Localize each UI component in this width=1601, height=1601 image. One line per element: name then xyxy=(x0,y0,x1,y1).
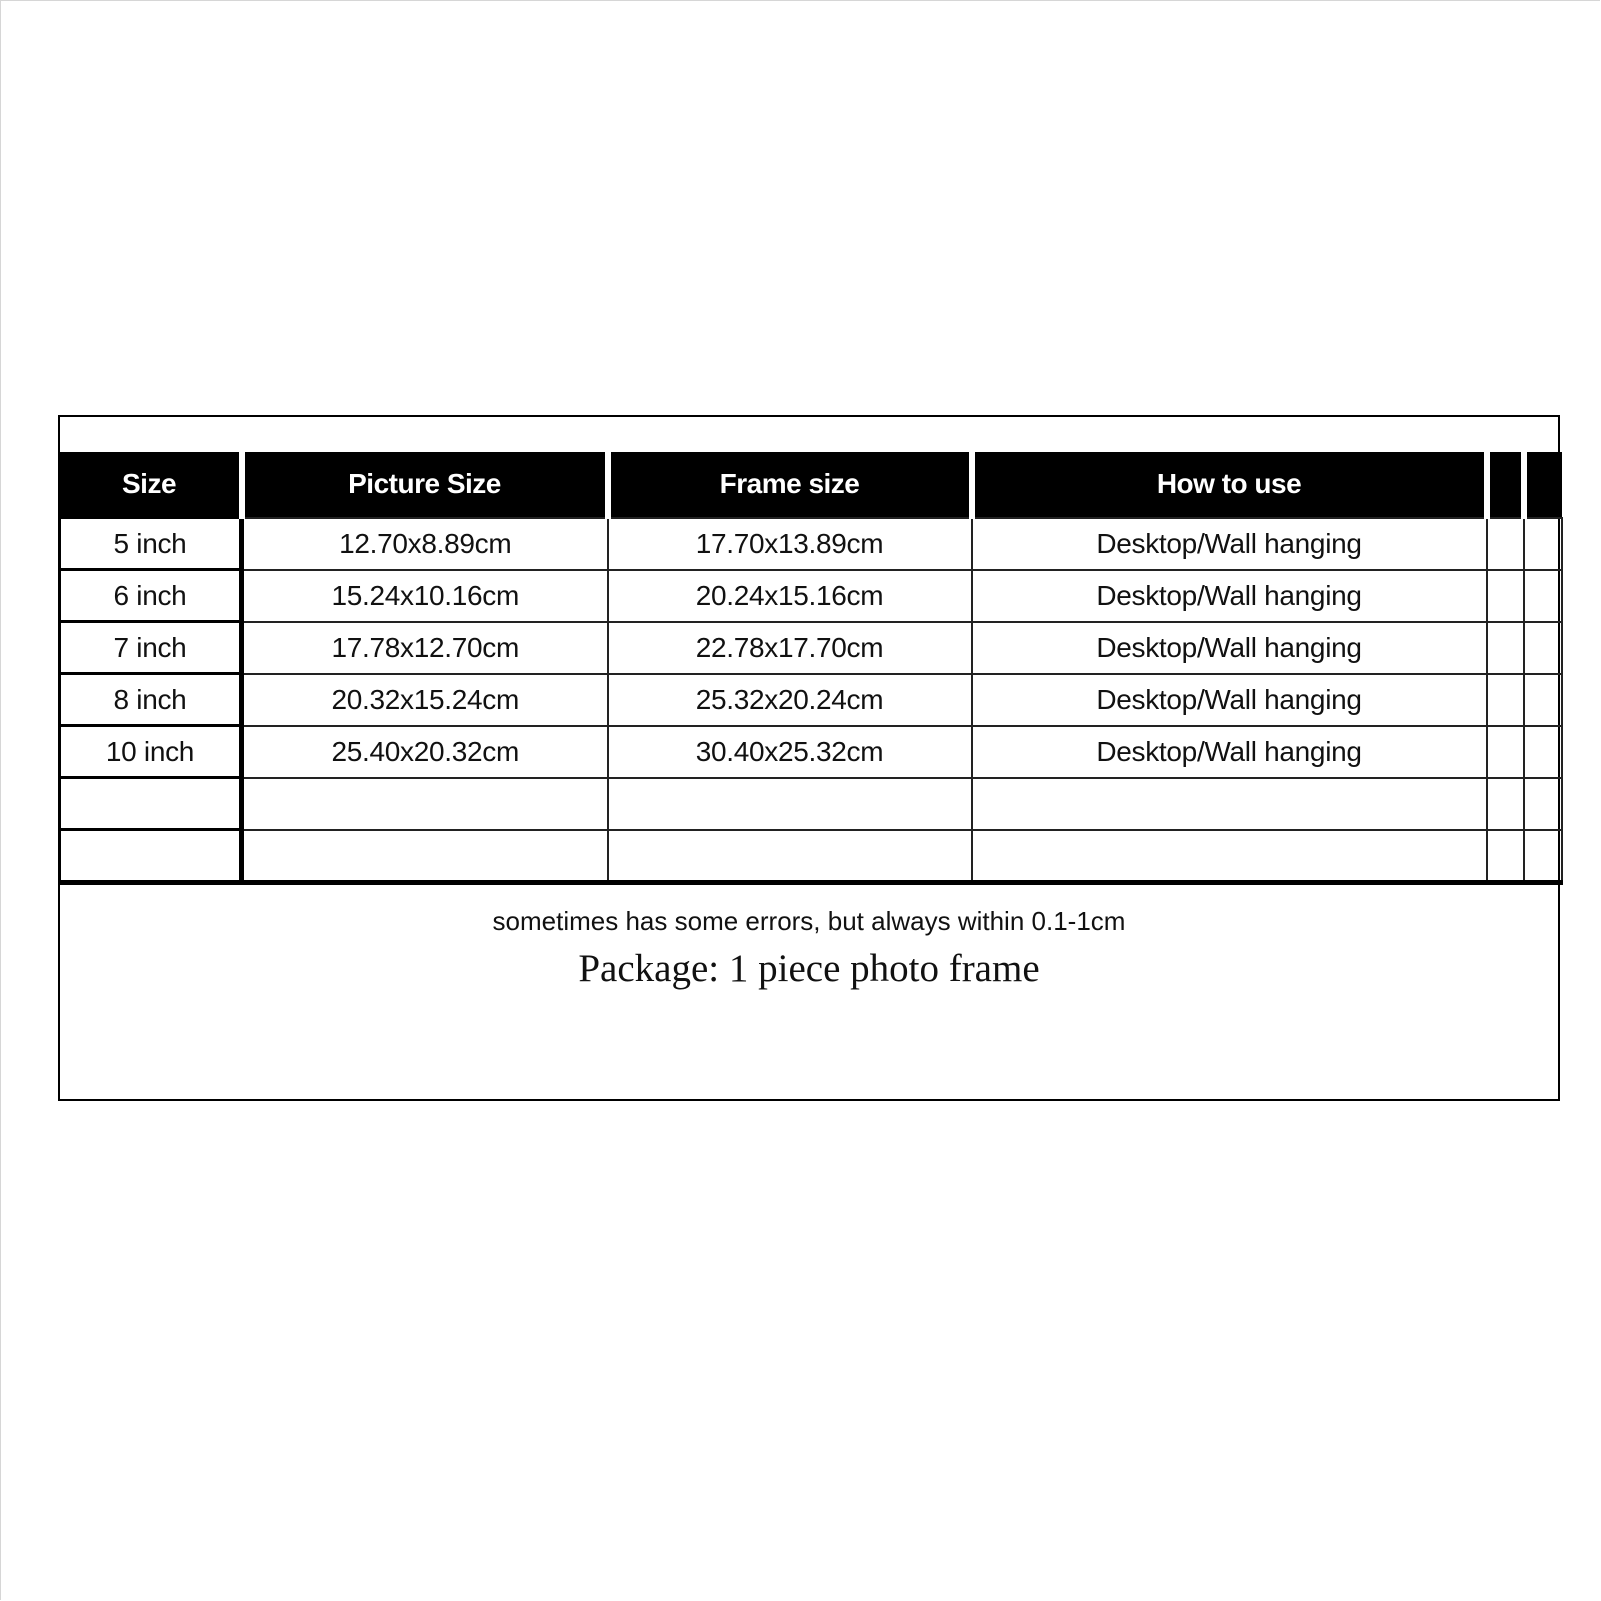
picture-size-cell: 12.70x8.89cm xyxy=(242,518,608,570)
frame-size-cell: 22.78x17.70cm xyxy=(608,622,972,674)
header-extra-1 xyxy=(1487,452,1524,518)
frame-size-cell: 17.70x13.89cm xyxy=(608,518,972,570)
extra-cell xyxy=(1487,570,1524,622)
table-row xyxy=(60,830,1562,883)
how-to-use-cell: Desktop/Wall hanging xyxy=(972,726,1487,778)
header-extra-2 xyxy=(1524,452,1562,518)
size-cell: 8 inch xyxy=(60,674,242,726)
table-row xyxy=(60,570,1562,622)
header-picture-size: Picture Size xyxy=(242,452,608,518)
how-to-use-cell xyxy=(972,830,1487,883)
how-to-use-cell: Desktop/Wall hanging xyxy=(972,622,1487,674)
size-cell xyxy=(60,830,242,883)
how-to-use-cell: Desktop/Wall hanging xyxy=(972,674,1487,726)
size-table xyxy=(58,452,1563,885)
header-size: Size xyxy=(60,452,242,518)
frame-size-cell: 25.32x20.24cm xyxy=(608,674,972,726)
extra-cell xyxy=(1524,778,1562,830)
extra-cell xyxy=(1487,518,1524,570)
size-cell: 5 inch xyxy=(60,518,242,570)
frame-size-cell xyxy=(608,778,972,830)
picture-size-cell: 17.78x12.70cm xyxy=(242,622,608,674)
picture-size-cell xyxy=(242,830,608,883)
extra-cell xyxy=(1487,778,1524,830)
how-to-use-cell: Desktop/Wall hanging xyxy=(972,570,1487,622)
size-cell xyxy=(60,778,242,830)
frame-size-cell: 30.40x25.32cm xyxy=(608,726,972,778)
extra-cell xyxy=(1487,674,1524,726)
extra-cell xyxy=(1487,622,1524,674)
how-to-use-cell: Desktop/Wall hanging xyxy=(972,518,1487,570)
extra-cell xyxy=(1487,726,1524,778)
extra-cell xyxy=(1524,622,1562,674)
extra-cell xyxy=(1524,674,1562,726)
picture-size-cell: 25.40x20.32cm xyxy=(242,726,608,778)
extra-cell xyxy=(1524,518,1562,570)
table-row xyxy=(60,674,1562,726)
picture-size-cell: 15.24x10.16cm xyxy=(242,570,608,622)
extra-cell xyxy=(1524,570,1562,622)
table-header-row xyxy=(60,452,1562,518)
table-row xyxy=(60,778,1562,830)
table-row xyxy=(60,726,1562,778)
picture-size-cell: 20.32x15.24cm xyxy=(242,674,608,726)
size-cell: 6 inch xyxy=(60,570,242,622)
header-how-to-use: How to use xyxy=(972,452,1487,518)
package-info: Package: 1 piece photo frame xyxy=(578,947,1040,990)
table-row xyxy=(60,622,1562,674)
tolerance-note: sometimes has some errors, but always within 0.1-1cm xyxy=(492,906,1126,936)
size-cell: 7 inch xyxy=(60,622,242,674)
extra-cell xyxy=(1524,726,1562,778)
extra-cell xyxy=(1524,830,1562,883)
extra-cell xyxy=(1487,830,1524,883)
table-row xyxy=(60,518,1562,570)
size-cell: 10 inch xyxy=(60,726,242,778)
picture-size-cell xyxy=(242,778,608,830)
frame-size-cell xyxy=(608,830,972,883)
how-to-use-cell xyxy=(972,778,1487,830)
frame-size-cell: 20.24x15.16cm xyxy=(608,570,972,622)
header-frame-size: Frame size xyxy=(608,452,972,518)
